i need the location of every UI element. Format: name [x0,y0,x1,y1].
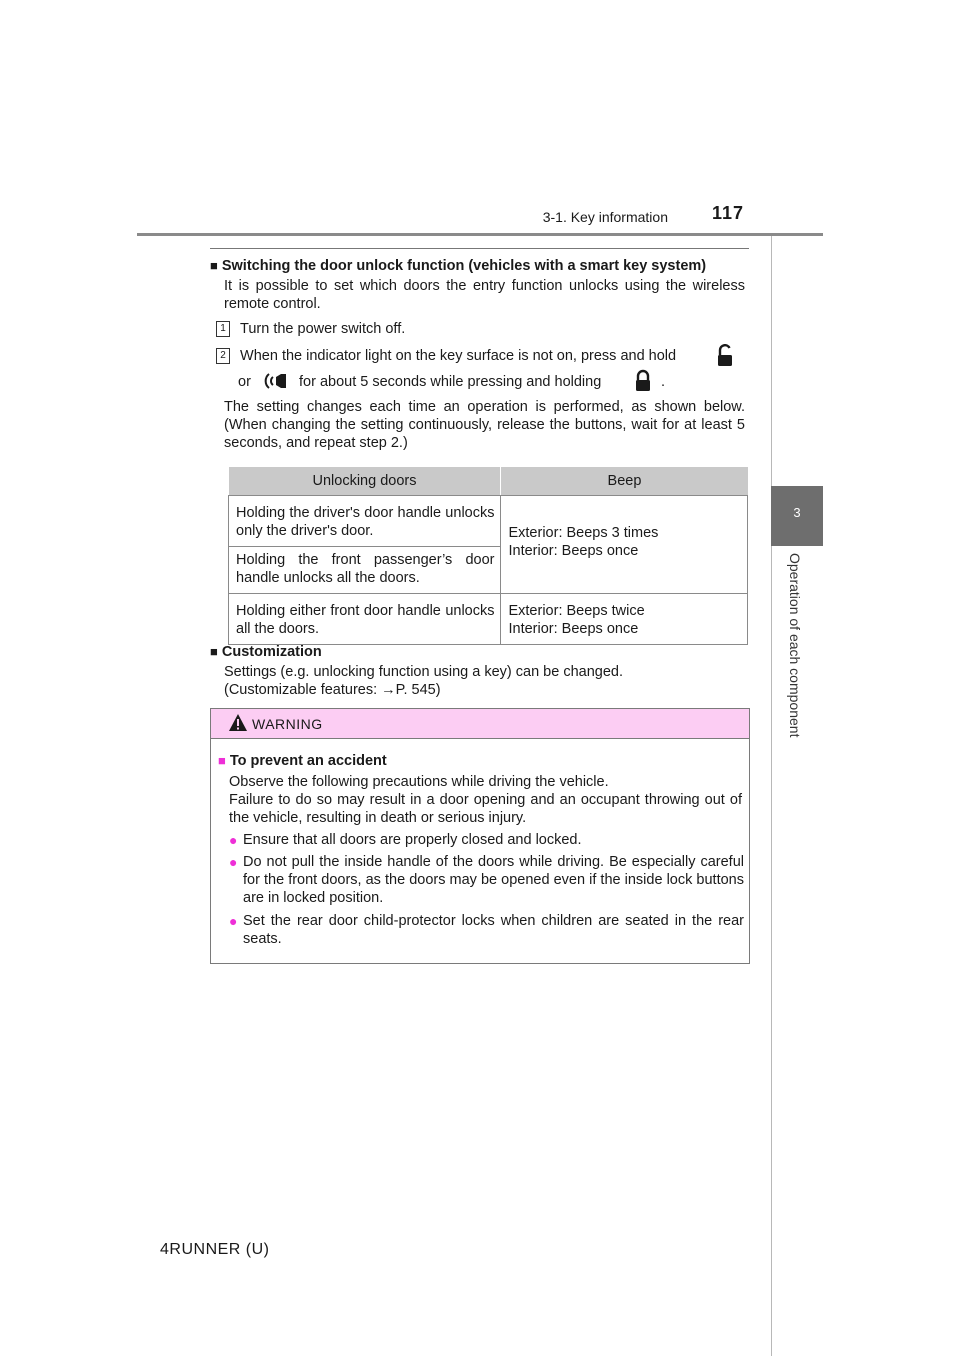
beep-interior: Interior: Beeps once [508,621,639,637]
section-heading-door-unlock: ■ Switching the door unlock function (vehicles with a smart key system) [210,258,707,274]
warning-bullet-3: ● Set the rear door child-protector locks when children are seated in the rear seats. [229,913,744,947]
table-row [229,496,748,547]
table-header-row [229,467,748,496]
section-rule [210,248,749,249]
customization-line-1: Settings (e.g. unlocking function using a key) can be changed. [224,664,624,680]
step-number-2: 2 [216,348,230,364]
unlock-settings-table [228,467,748,645]
table-cell-doors: Holding the front passenger’s door handle unlocks all the doors. [229,547,501,594]
warning-bullet-2: ● Do not pull the inside handle of the doors while driving. Be especially careful for the front doors, as the doors may be opened even if the inside lock buttons are in locked position. [229,854,744,906]
warning-title: WARNING [252,716,323,732]
section-title: 3-1. Key information [542,209,668,225]
panic-alarm-icon [262,371,288,391]
step-2-text-d: . [661,374,666,390]
warning-triangle-icon [228,713,248,732]
bullet-icon: ● [229,913,238,929]
beep-interior: Interior: Beeps once [508,543,639,559]
step-2-text-c: for about 5 seconds while pressing and holding [299,374,602,390]
table-cell-doors: Holding either front door handle unlocks all the doors. [229,594,501,645]
setting-note: The setting changes each time an operation is performed, as shown below. (When changing the setting continuously, release the buttons, wait for at least 5 seconds, and repeat step 2.) [224,399,745,451]
beep-exterior: Exterior: Beeps twice [508,603,645,619]
lock-icon [634,369,652,393]
step-1-text: Turn the power switch off. [240,321,406,337]
intro-paragraph: It is possible to set which doors the entry function unlocks using the wireless remote control. [224,278,745,312]
beep-exterior: Exterior: Beeps 3 times [508,525,659,541]
warning-bullet-1: ● Ensure that all doors are properly closed and locked. [229,832,582,848]
chapter-number: 3 [793,505,801,520]
table-row [229,594,748,645]
square-bullet-icon: ■ [210,258,218,273]
table-cell-beep [501,594,748,645]
warning-line-2: Failure to do so may result in a door opening and an occupant throwing out of the vehicle, resulting in death or serious injury. [229,792,742,826]
step-2 [216,347,746,365]
table-header: Beep [501,467,748,496]
step-2-text-a: When the indicator light on the key surface is not on, press and hold [240,348,677,364]
side-divider [771,236,772,1356]
page-number: 117 [712,203,745,223]
warning-heading: ■ To prevent an accident [218,753,387,769]
step-2-text-b: or [238,374,251,390]
bullet-icon: ● [229,854,238,870]
header-rule [137,233,823,236]
unlock-icon [716,344,734,368]
warning-line-1: Observe the following precautions while driving the vehicle. [229,774,609,790]
section-heading-customization: ■ Customization [210,644,322,660]
table-cell-beep [501,496,748,594]
bullet-icon: ● [229,832,238,848]
table-header: Unlocking doors [229,467,501,496]
customization-link[interactable]: (Customizable features: →P. 545) [224,682,441,698]
chapter-title: Operation of each component [787,553,803,738]
square-bullet-icon: ■ [210,644,218,659]
model-label: 4RUNNER (U) [160,1241,270,1258]
square-bullet-icon: ■ [218,753,226,768]
table-cell-doors: Holding the driver's door handle unlocks only the driver's door. [229,496,501,547]
step-1 [216,320,736,338]
step-number-1: 1 [216,321,230,337]
